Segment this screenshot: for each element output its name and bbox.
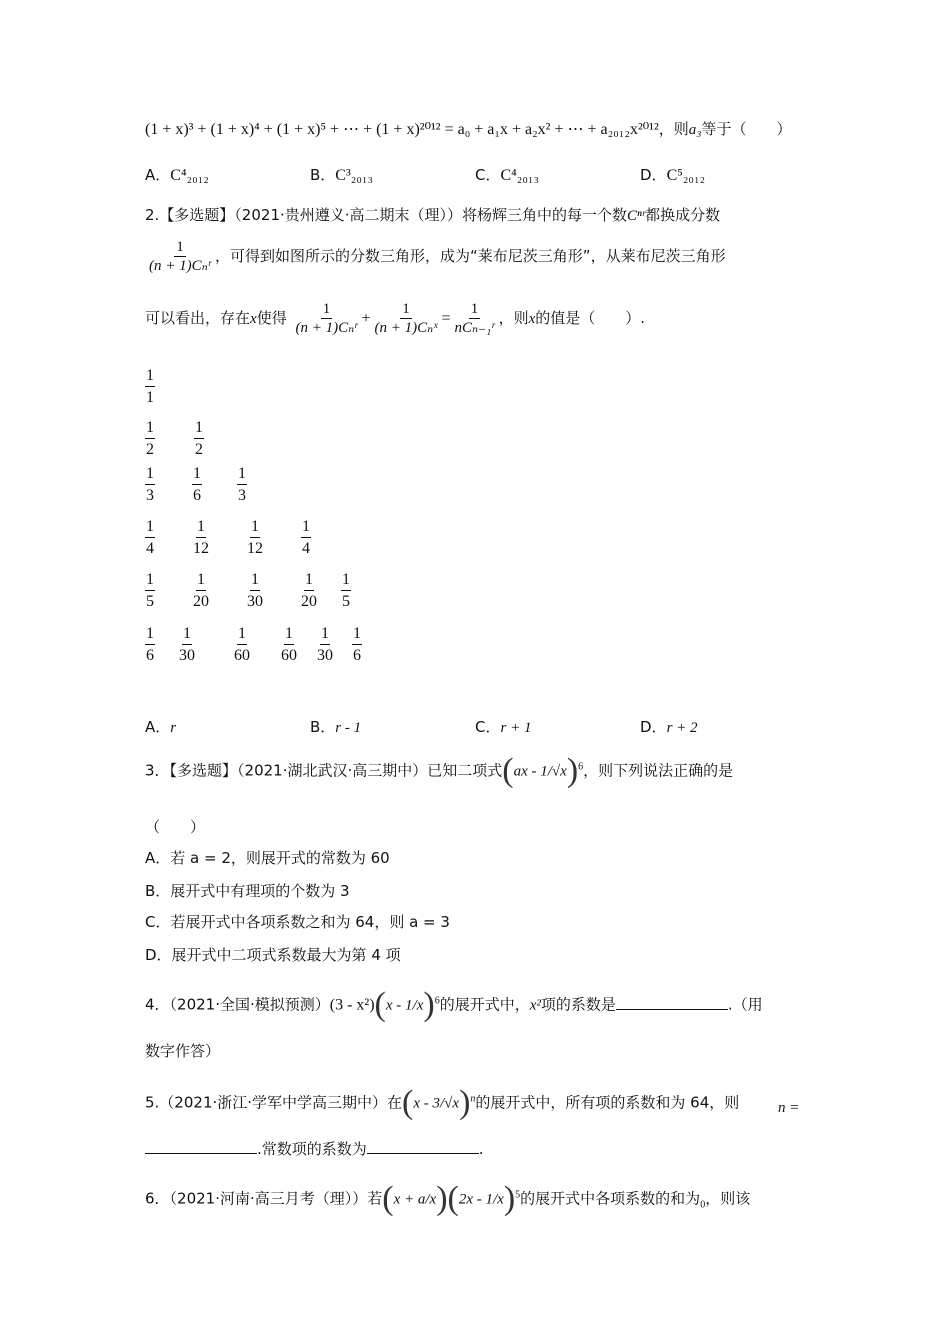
q2-option-d[interactable]: D．r + 2 bbox=[640, 718, 698, 736]
q2-line2: $\frac{1}{\text{(n + 1)Cₙʳ}}$ ，可得到如图所示的分数三角形，成为“莱布尼茨三角形”，从莱布尼茨三角形 bbox=[149, 239, 726, 274]
q1-expression: (1 + x)³ + (1 + x)⁴ + (1 + x)⁵ + ⋯ + (1 + x)²⁰¹² = a₀ + a₁x + a₂x² + ⋯ + a₂₀₁₂x²⁰¹² bbox=[145, 121, 659, 138]
tri-cell: 1 6 bbox=[193, 465, 201, 504]
q4-expr2: x - 1/x bbox=[385, 997, 424, 1014]
q4-expr1: (3 - x²) bbox=[329, 996, 375, 1014]
q3-paren: （ ） bbox=[145, 818, 206, 836]
tri-cell: 1 60 bbox=[234, 625, 250, 664]
q5-answer-blank-1[interactable] bbox=[145, 1139, 257, 1154]
q2-option-b[interactable]: B．r - 1 bbox=[310, 718, 362, 736]
tri-cell: 1 30 bbox=[179, 625, 195, 664]
tri-cell: 1 30 bbox=[247, 571, 263, 610]
q6-expr2: 2x - 1/x bbox=[458, 1191, 504, 1208]
tri-cell: 1 5 bbox=[342, 571, 350, 610]
tri-cell: 1 3 bbox=[238, 465, 246, 504]
q3-expr: ax - 1/√x bbox=[513, 763, 567, 780]
q3-option-d[interactable]: D．展开式中二项式系数最大为第 4 项 bbox=[145, 946, 401, 964]
tri-cell: 1 2 bbox=[195, 419, 203, 458]
tri-cell: 1 12 bbox=[247, 518, 263, 557]
tri-cell: 1 20 bbox=[301, 571, 317, 610]
tri-cell: 1 60 bbox=[281, 625, 297, 664]
q2-line3: 可以看出，存在x使得 $\frac{1}{\text{(n + 1)Cₙʳ}}$ + $\frac{1}{\text{(n + 1)Cₙˣ}}$ = $\frac{1}{\text{nCₙ₋₁ʳ}}$ ，则x的值是（ ）. bbox=[145, 301, 646, 336]
q4-line2: 数字作答） bbox=[145, 1042, 221, 1060]
q3-option-a[interactable]: A．若 a = 2，则展开式的常数为 60 bbox=[145, 849, 390, 867]
q2-eq-frac2: $\frac{1}{\text{(n + 1)Cₙˣ}}$ bbox=[374, 301, 438, 336]
q2-fraction: $\frac{1}{\text{(n + 1)Cₙʳ}}$ bbox=[149, 239, 212, 274]
q5-line2: .常数项的系数为 . bbox=[145, 1138, 484, 1159]
q2-option-c[interactable]: C．r + 1 bbox=[475, 718, 532, 736]
q1-tail2: 等于（ ） bbox=[701, 120, 792, 138]
q1-option-d[interactable]: D．C⁵₂₀₁₂ bbox=[640, 166, 706, 184]
q1-option-c[interactable]: C．C⁴₂₀₁₃ bbox=[475, 166, 540, 184]
q4-heading: 4．（2021·全国·模拟预测）(3 - x²)(x - 1/x)$^6$的展开式中，x²项的系数是 .（用 bbox=[145, 986, 763, 1023]
q5-expr: x - 3/√x bbox=[413, 1095, 460, 1112]
tri-cell: 1 6 bbox=[146, 625, 154, 664]
tri-cell: 1 30 bbox=[317, 625, 333, 664]
q3-option-b[interactable]: B．展开式中有理项的个数为 3 bbox=[145, 882, 350, 900]
q2-eq-frac3: $\frac{1}{\text{nCₙ₋₁ʳ}}$ bbox=[454, 301, 495, 336]
q1-var: a₃ bbox=[688, 122, 702, 138]
tri-cell: 1 1 bbox=[146, 367, 154, 406]
tri-cell: 1 2 bbox=[146, 419, 154, 458]
q4-answer-blank[interactable] bbox=[616, 995, 728, 1010]
q2-option-a[interactable]: A．r bbox=[145, 718, 177, 736]
q5-n-eq: n = bbox=[778, 1100, 800, 1116]
q1-tail: ，则 bbox=[658, 120, 689, 138]
tri-cell: 1 5 bbox=[146, 571, 154, 610]
tri-cell: 1 4 bbox=[146, 518, 154, 557]
q2-cnr: Cⁿʳ bbox=[627, 208, 646, 224]
q3-option-c[interactable]: C．若展开式中各项系数之和为 64，则 a = 3 bbox=[145, 913, 450, 931]
q1-option-a[interactable]: A．C⁴₂₀₁₂ bbox=[145, 166, 209, 184]
tri-cell: 1 3 bbox=[146, 465, 154, 504]
tri-cell: 1 6 bbox=[353, 625, 361, 664]
q2-heading: 2.【多选题】（2021·贵州遵义·高二期末（理））将杨辉三角中的每一个数Cⁿʳ都换成分数 bbox=[145, 206, 721, 224]
tri-cell: 1 20 bbox=[193, 571, 209, 610]
q3-heading: 3．【多选题】（2021·湖北武汉·高三期中）已知二项式(ax - 1/√x)$^6$，则下列说法正确的是 bbox=[145, 752, 734, 789]
q1-option-b[interactable]: B．C³₂₀₁₃ bbox=[310, 166, 374, 184]
tri-cell: 1 12 bbox=[193, 518, 209, 557]
q6-heading: 6．（2021·河南·高三月考（理））若(x + a/x)(2x - 1/x)$^5$的展开式中各项系数的和为$_0$，则该 bbox=[145, 1180, 751, 1217]
q5-answer-blank-2[interactable] bbox=[367, 1139, 479, 1154]
q5-heading: 5.（2021·浙江·学军中学高三期中）在(x - 3/√x)$^n$的展开式中，所有项的系数和为 64，则 bbox=[145, 1084, 740, 1121]
q1-line bbox=[145, 118, 792, 139]
q2-eq-frac1: $\frac{1}{\text{(n + 1)Cₙʳ}}$ bbox=[295, 301, 358, 336]
tri-cell: 1 4 bbox=[302, 518, 310, 557]
q6-expr1: x + a/x bbox=[393, 1191, 437, 1208]
